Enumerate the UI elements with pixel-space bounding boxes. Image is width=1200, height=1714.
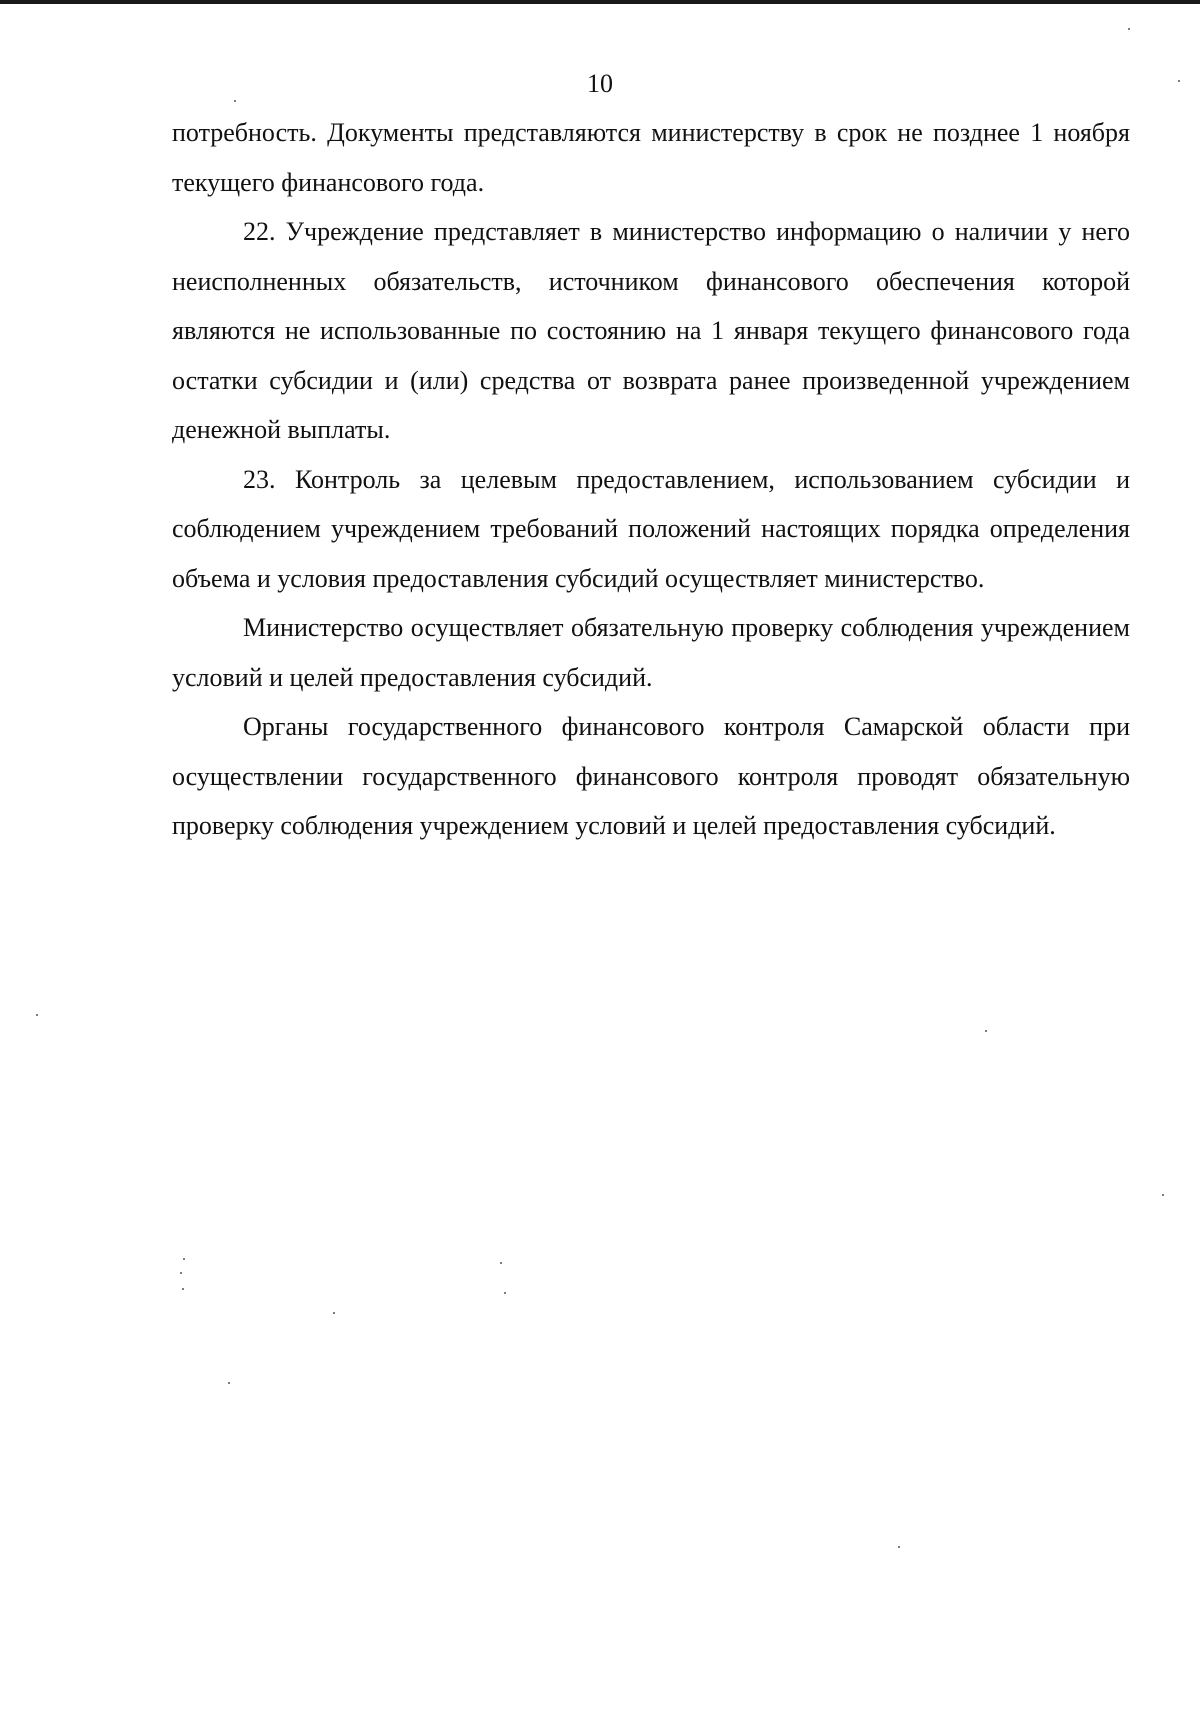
paragraph-clause-22: 22. Учреждение представляет в министерство информацию о наличии у него неисполненных обязательств, источником финансового обеспечения которой являются не использованные по состоянию на 1 января текущего финансового года остатки субсидии и (или) средства от возврата ранее произведенной учреждением денежной выплаты. — [172, 217, 1130, 444]
paragraph-clause-23: 23. Контроль за целевым предоставлением, использованием субсидии и соблюдением учреждением требований положений настоящих порядка определения объема и условия предоставления субсидий осуществляет министерство. — [172, 464, 1130, 593]
scan-speck — [500, 1262, 502, 1264]
paragraph-control-bodies: Органы государственного финансового контроля Самарской области при осуществлении государственного финансового контроля проводят обязательную проверку соблюдения учреждением условий и целей предоставления субсидий. — [172, 712, 1130, 840]
scan-top-edge — [0, 0, 1200, 4]
scan-speck — [985, 1030, 987, 1032]
document-body — [172, 108, 1130, 851]
paragraph-continuation: потребность. Документы представляются министерству в срок не позднее 1 ноября текущего финансового года. — [172, 118, 1130, 197]
scan-speck — [234, 100, 236, 102]
scan-speck — [333, 1312, 335, 1314]
scan-speck — [36, 1014, 38, 1016]
scan-speck — [183, 1258, 185, 1260]
scan-speck — [1162, 1194, 1164, 1196]
scan-speck — [898, 1546, 900, 1548]
page-number: 10 — [587, 69, 613, 98]
scan-speck — [228, 1382, 230, 1384]
scan-speck — [1128, 28, 1130, 30]
scan-speck — [1178, 80, 1180, 82]
scan-speck — [180, 1272, 182, 1274]
paragraph-ministry-check: Министерство осуществляет обязательную проверку соблюдения учреждением условий и целей предоставления субсидий. — [172, 613, 1130, 692]
scan-speck — [182, 1288, 184, 1290]
scan-speck — [504, 1292, 506, 1294]
